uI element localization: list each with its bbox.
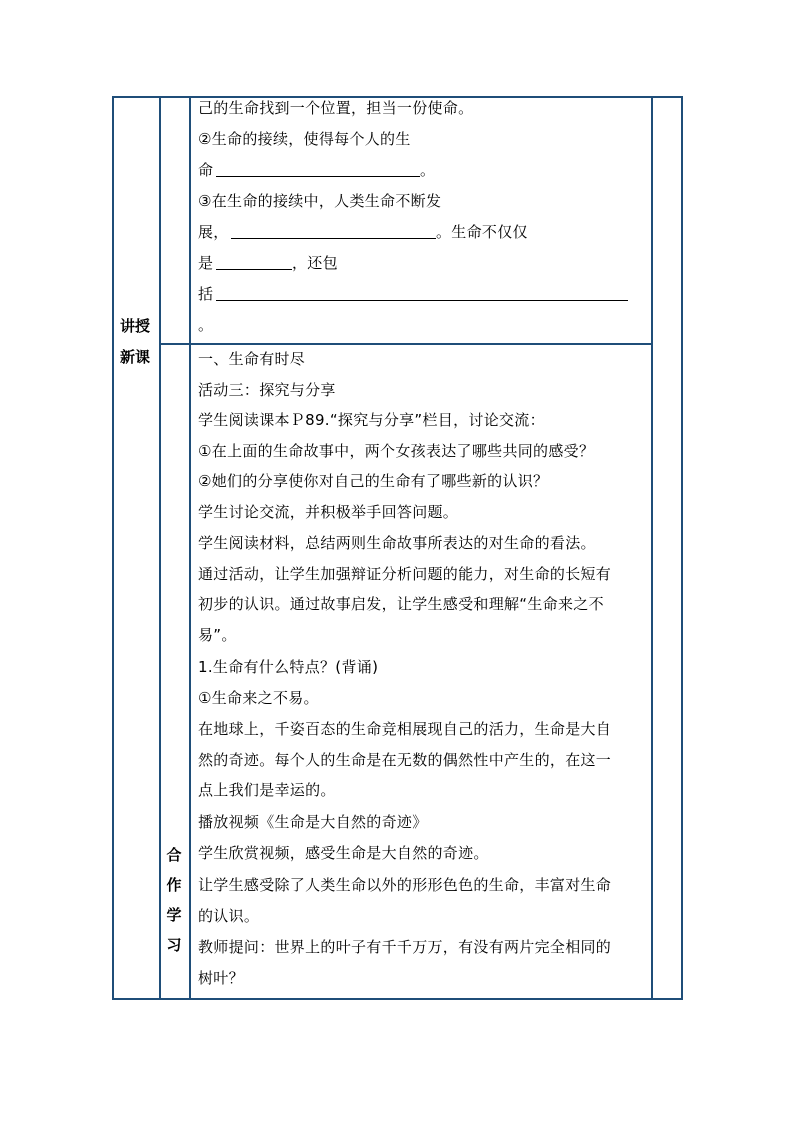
main-line: 一、生命有时尽 — [198, 350, 306, 368]
table-bottom-border — [112, 998, 682, 1000]
middle-vertical-label — [164, 840, 184, 960]
top-line-1: 己的生命找到一个位置，担当一份使命。 — [198, 99, 474, 117]
column-divider-1 — [159, 96, 161, 1000]
middle-label-char: 作 — [166, 876, 182, 894]
main-line: 学生欣赏视频，感受生命是大自然的奇迹。 — [198, 844, 489, 862]
table-right-border — [681, 96, 683, 1000]
main-line: 活动三：探究与分享 — [198, 381, 336, 399]
middle-label-char: 习 — [166, 936, 182, 954]
main-line: ①在上面的生命故事中，两个女孩表达了哪些共同的感受？ — [198, 442, 595, 460]
main-line: 学生阅读课本Ｐ89.“探究与分享”栏目，讨论交流： — [198, 411, 545, 429]
middle-label-char: 合 — [166, 846, 182, 864]
main-line: 树叶？ — [198, 969, 244, 987]
main-line: 让学生感受除了人类生命以外的形形色色的生命，丰富对生命 — [198, 876, 612, 894]
main-line: 在地球上，千姿百态的生命竞相展现自己的活力，生命是大自 — [198, 720, 612, 738]
main-line: 学生讨论交流，并积极举手回答问题。 — [198, 503, 459, 521]
top-line-2: ②生命的接续，使得每个人的生 — [198, 130, 411, 148]
left-label-line1: 讲授 — [120, 317, 151, 335]
left-label-line2: 新课 — [120, 348, 151, 366]
main-line: 教师提问：世界上的叶子有千千万万，有没有两片完全相同的 — [198, 938, 612, 956]
fill-blank-4[interactable] — [216, 300, 628, 301]
fill-blank-1[interactable] — [216, 176, 420, 177]
main-line: 播放视频《生命是大自然的奇迹》 — [198, 813, 428, 831]
top-line-6-suffix: ，还包 — [292, 254, 338, 272]
top-line-3-prefix: 命 — [198, 161, 214, 179]
top-line-5-prefix: 展， — [198, 223, 229, 241]
fill-blank-3[interactable] — [216, 269, 292, 270]
fill-blank-2[interactable] — [231, 238, 436, 239]
main-line: ②她们的分享使你对自己的生命有了哪些新的认识？ — [198, 472, 549, 490]
top-line-3-suffix: 。 — [420, 161, 436, 179]
main-line: 学生阅读材料，总结两则生命故事所表达的对生命的看法。 — [198, 534, 596, 552]
top-line-7-prefix: 括 — [198, 285, 214, 303]
row-divider — [159, 343, 651, 345]
main-line: 的认识。 — [198, 907, 260, 925]
column-divider-2 — [189, 96, 191, 1000]
main-line: 初步的认识。通过故事启发，让学生感受和理解“生命来之不 — [198, 595, 604, 613]
top-line-5-suffix: 。生命不仅仅 — [436, 223, 528, 241]
top-line-6-prefix: 是 — [198, 254, 214, 272]
main-line: ①生命来之不易。 — [198, 689, 319, 707]
main-line: 1.生命有什么特点？(背诵) — [198, 658, 379, 676]
main-line: 易”。 — [198, 626, 237, 644]
main-line: 通过活动，让学生加强辩证分析问题的能力，对生命的长短有 — [198, 565, 612, 583]
middle-label-char: 学 — [166, 906, 182, 924]
table-left-border — [112, 96, 114, 1000]
top-line-8: 。 — [198, 316, 214, 334]
main-line: 点上我们是幸运的。 — [198, 781, 336, 799]
top-line-4: ③在生命的接续中，人类生命不断发 — [198, 192, 442, 210]
main-line: 然的奇迹。每个人的生命是在无数的偶然性中产生的，在这一 — [198, 751, 612, 769]
column-divider-3 — [651, 96, 653, 1000]
